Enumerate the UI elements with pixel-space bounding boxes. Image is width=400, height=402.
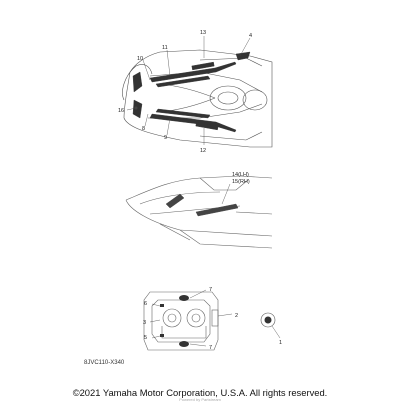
callout-1: 1 — [279, 340, 283, 346]
callout-6: 6 — [144, 301, 148, 307]
callout-11: 11 — [162, 45, 168, 51]
callout-14: 14(LH) — [232, 172, 249, 178]
callout-12: 12 — [200, 148, 207, 154]
callout-16: 16 — [118, 108, 125, 114]
side-decal — [166, 194, 238, 216]
callout-10: 10 — [137, 56, 144, 62]
callout-7-bottom: 7 — [209, 345, 213, 351]
callout-13: 13 — [200, 30, 207, 36]
top-view-hull — [123, 50, 273, 147]
callout-2: 2 — [235, 313, 239, 319]
watermark: Powered by Partstream — [179, 397, 221, 402]
callout-9: 9 — [164, 135, 168, 141]
copyright-notice: ©2021 Yamaha Motor Corporation, U.S.A. All rights reserved. — [72, 387, 328, 398]
callout-8: 8 — [142, 126, 146, 132]
callout-4: 4 — [249, 33, 253, 39]
top-decal-stripes — [133, 52, 250, 132]
round-decal — [261, 313, 280, 338]
side-callout-leaders — [222, 184, 230, 204]
callout-7-top: 7 — [209, 287, 213, 293]
callout-3: 3 — [143, 320, 147, 326]
callout-15: 15(RH) — [232, 179, 250, 185]
callout-5: 5 — [144, 335, 148, 341]
diagram-code: 8JVC110-X340 — [84, 360, 125, 366]
